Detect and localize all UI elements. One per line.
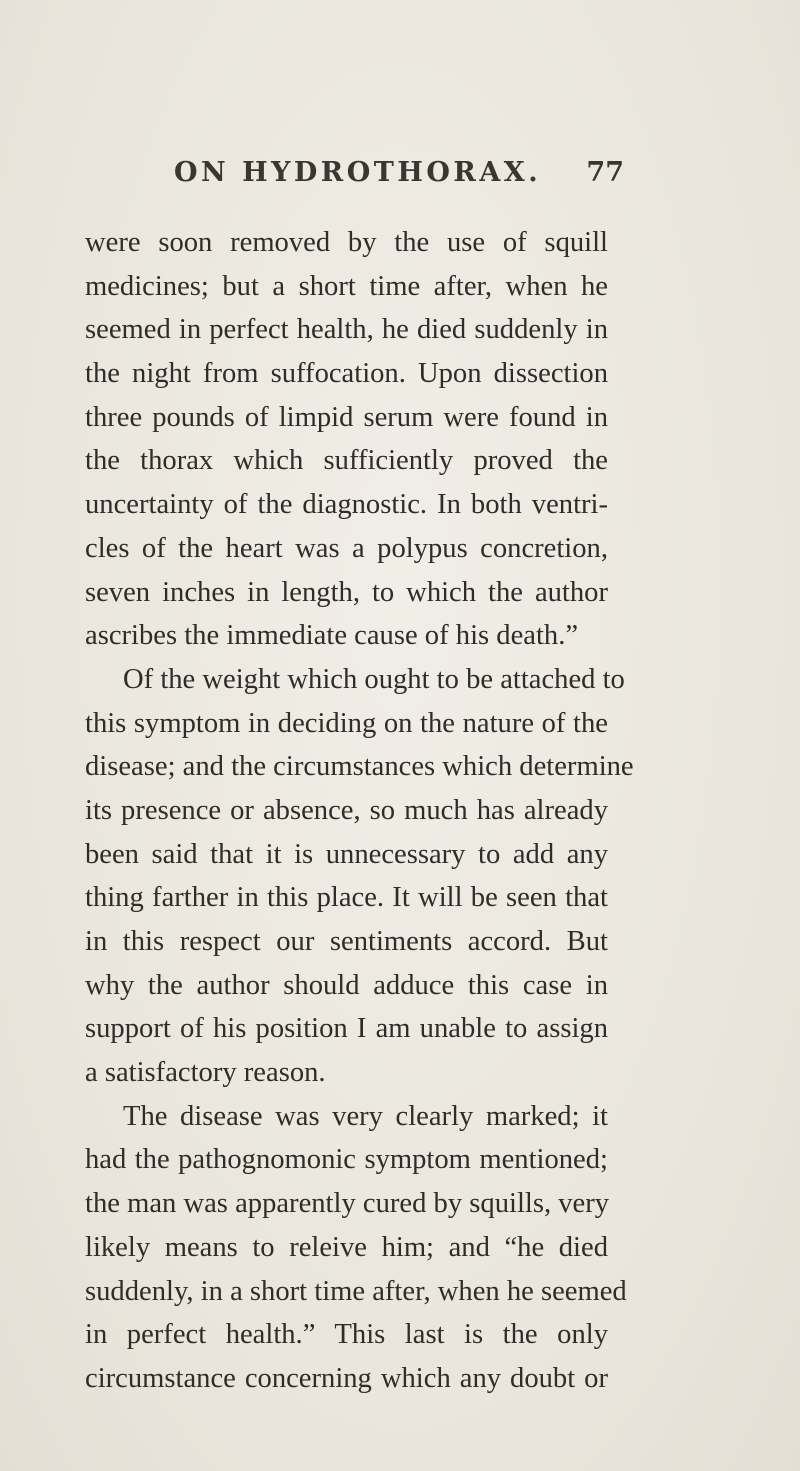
- text-line: seven inches in length, to which the author: [85, 576, 608, 608]
- body-text: [85, 221, 634, 1401]
- text-line: were soon removed by the use of squill: [85, 227, 608, 258]
- text-line: support of his position I am unable to assign: [85, 1013, 608, 1045]
- text-line: the man was apparently cured by squills, very: [85, 1188, 610, 1220]
- text-line: why the author should adduce this case in: [85, 969, 608, 1001]
- text-line: the thorax which sufficiently proved the: [85, 445, 608, 477]
- text-line: its presence or absence, so much has already: [85, 794, 608, 826]
- text-line: seemed in perfect health, he died suddenly in: [85, 314, 608, 346]
- text-line: disease; and the circumstances which determine: [85, 751, 634, 783]
- text-line: medicines; but a short time after, when he: [85, 270, 608, 302]
- text-line: likely means to releive him; and “he died: [85, 1231, 608, 1263]
- running-head: [174, 157, 624, 197]
- text-line: in perfect health.” This last is the only: [85, 1319, 608, 1351]
- running-head-title: ON HYDROTHORAX.: [174, 157, 542, 188]
- text-line: ascribes the immediate cause of his death.”: [85, 620, 579, 652]
- text-line: this symptom in deciding on the nature of the: [85, 707, 608, 739]
- text-line: The disease was very clearly marked; it: [123, 1100, 608, 1132]
- text-line: the night from suffocation. Upon dissection: [85, 358, 608, 390]
- text-line: a satisfactory reason.: [85, 1057, 326, 1089]
- text-line: had the pathognomonic symptom mentioned;: [85, 1144, 608, 1176]
- text-line: cles of the heart was a polypus concretion,: [85, 532, 608, 564]
- text-line: Of the weight which ought to be attached to: [123, 663, 625, 695]
- text-line: suddenly, in a short time after, when he seemed: [85, 1275, 627, 1307]
- page-number: 77: [586, 157, 624, 188]
- text-line: thing farther in this place. It will be seen that: [85, 882, 608, 914]
- text-line: been said that it is unnecessary to add any: [85, 838, 608, 870]
- text-line: circumstance concerning which any doubt or: [85, 1362, 608, 1394]
- text-line: in this respect our sentiments accord. But: [85, 926, 608, 957]
- text-line: uncertainty of the diagnostic. In both ventri-: [85, 489, 608, 521]
- text-line: three pounds of limpid serum were found in: [85, 401, 608, 433]
